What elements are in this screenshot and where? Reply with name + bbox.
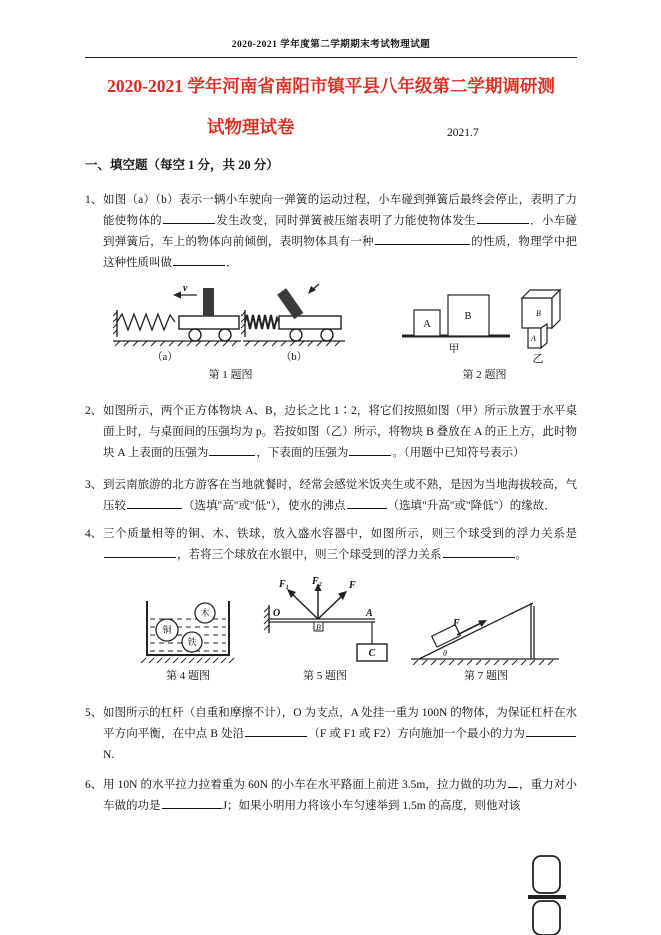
figure-6-partial — [528, 855, 566, 935]
answer-blank — [127, 496, 182, 509]
force-f2-label: F₂ — [312, 576, 323, 587]
block-b2-label: B — [536, 309, 541, 318]
figure-2 — [402, 286, 567, 382]
sub-label-b: （b） — [280, 352, 308, 363]
figure-2-caption: 第 2 题图 — [462, 369, 507, 381]
answer-blank — [173, 253, 225, 266]
answer-blank — [349, 443, 391, 456]
question-1 — [85, 190, 577, 274]
incline-angle-label: θ — [443, 649, 447, 658]
answer-blank — [104, 545, 176, 558]
figure-4 — [137, 597, 239, 683]
answer-blank — [508, 775, 518, 788]
question-4-text: 三个质量相等的铜、木、铁球，放入盛水容器中，如图所示，则三个球受到的浮力关系是，若将三个球放在水银中，则三个球受到的浮力关系 。 — [103, 528, 577, 561]
figure-5 — [255, 575, 395, 683]
force-f1-label: F₁ — [279, 579, 290, 590]
wood-ball-label: 木 — [200, 608, 210, 618]
question-6-text: 用 10N 的水平拉力拉着重为 60N 的小车在水平路面上前进 3.5m，拉力做的功为 ，重力对小车做的功是 J；如果小明用力将该小车匀速举到 1.5m 的高度，则他对该 — [103, 779, 577, 812]
section-heading-fill-in: 一、填空题（每空 1 分，共 20 分） — [85, 158, 279, 172]
page-header: 2020-2021 学年度第二学期期末考试物理试题 — [85, 36, 577, 58]
exam-title-line2: 试物理试卷 — [207, 117, 295, 137]
stacked-blocks-figure — [528, 855, 566, 935]
question-5-text: 如图所示的杠杆（自重和摩擦不计），O 为支点，A 处挂一重为 100N 的物体，为保证杠杆在水平方向平衡，在中点 B 处沿 （F 或 F1 或 F2）方向施加一个最小的力为N. — [103, 707, 577, 761]
yi-label: 乙 — [532, 353, 544, 364]
question-3-number: 3、 — [85, 479, 103, 491]
iron-ball-label: 铁 — [187, 637, 197, 647]
figure-7 — [411, 595, 561, 683]
spring-relaxed-icon — [117, 314, 175, 330]
incline-force-label: F — [453, 618, 460, 629]
exam-title-row — [85, 114, 577, 140]
question-2-number: 2、 — [85, 405, 103, 417]
velocity-label: v — [183, 283, 188, 294]
point-b-label: B — [316, 623, 321, 632]
figure-4-caption: 第 4 题图 — [166, 670, 210, 682]
question-6-number: 6、 — [85, 779, 103, 791]
figure-5-caption: 第 5 题图 — [303, 670, 347, 682]
question-5-number: 5、 — [85, 707, 103, 719]
question-6 — [85, 775, 577, 817]
answer-blank — [443, 545, 515, 558]
question-1-number: 1、 — [85, 194, 103, 206]
lever-figure — [255, 575, 395, 665]
page-content — [85, 0, 577, 817]
fulcrum-o-label: O — [273, 608, 281, 619]
velocity-arrow-icon — [173, 292, 181, 299]
question-4 — [85, 524, 577, 566]
figure-7-caption: 第 7 题图 — [464, 670, 508, 682]
exam-title-line1: 2020-2021 学年河南省南阳市镇平县八年级第二学期调研测 — [107, 76, 555, 96]
point-a-label: A — [366, 608, 373, 619]
exam-date: 2021.7 — [447, 127, 479, 139]
sub-label-a: （a） — [152, 352, 178, 363]
inclined-plane-figure — [411, 595, 561, 665]
blocks-figure — [402, 286, 567, 364]
figure-1-caption: 第 1 题图 — [208, 369, 253, 381]
answer-blank — [163, 211, 215, 224]
spring-compressed-icon — [245, 315, 279, 329]
answer-blank — [162, 796, 222, 809]
question-3-text: 到云南旅游的北方游客在当地就餐时，经常会感觉米饭夹生或不熟，是因为当地海拔较高，气压较 （选填"高"或"低"），使水的沸点 （选填"升高"或"降低"）的缘故． — [103, 479, 577, 512]
figure-1 — [113, 282, 348, 382]
jia-label: 甲 — [448, 343, 460, 355]
figure-row-1 — [85, 282, 577, 382]
question-4-number: 4、 — [85, 528, 103, 540]
answer-blank — [526, 724, 576, 737]
figure-row-2 — [85, 575, 577, 683]
answer-blank — [375, 232, 470, 245]
question-2-text: 如图所示，两个正方体物块 A、B，边长之比 1∶2，将它们按照如图（甲）所示放置于水平桌面上时，与桌面间的压强均为 p。若按如图（乙）所示，将物块 B 叠放在 A 的正上方，此时物块 A 上表面的压强为 ，下表面的压强为 。（用题中已知符号表示） — [103, 405, 577, 459]
block-b-label: B — [464, 311, 472, 322]
block-a2-label: A — [531, 334, 536, 343]
floating-balls-figure — [137, 597, 239, 665]
block-a-label: A — [423, 319, 431, 330]
force-f-label: F — [349, 580, 356, 591]
question-2 — [85, 401, 577, 464]
answer-blank — [209, 443, 255, 456]
answer-blank — [477, 211, 529, 224]
question-3 — [85, 475, 577, 517]
spring-cart-figure — [113, 282, 348, 364]
question-1-text: 如图（a）（b）表示一辆小车驶向一弹簧的运动过程，小车碰到弹簧后最终会停止，表明了力能使物体的 发生改变，同时弹簧被压缩表明了力能使物体发生 ．小车碰到弹簧后，车上的物体向前倾倒，表明物体具有一种 的性质，物理学中把这种性质叫做 ． — [103, 194, 577, 269]
question-5 — [85, 703, 577, 766]
answer-blank — [347, 496, 387, 509]
weight-c-label: C — [368, 648, 376, 659]
answer-blank — [245, 724, 307, 737]
copper-ball-label: 铜 — [162, 625, 172, 635]
